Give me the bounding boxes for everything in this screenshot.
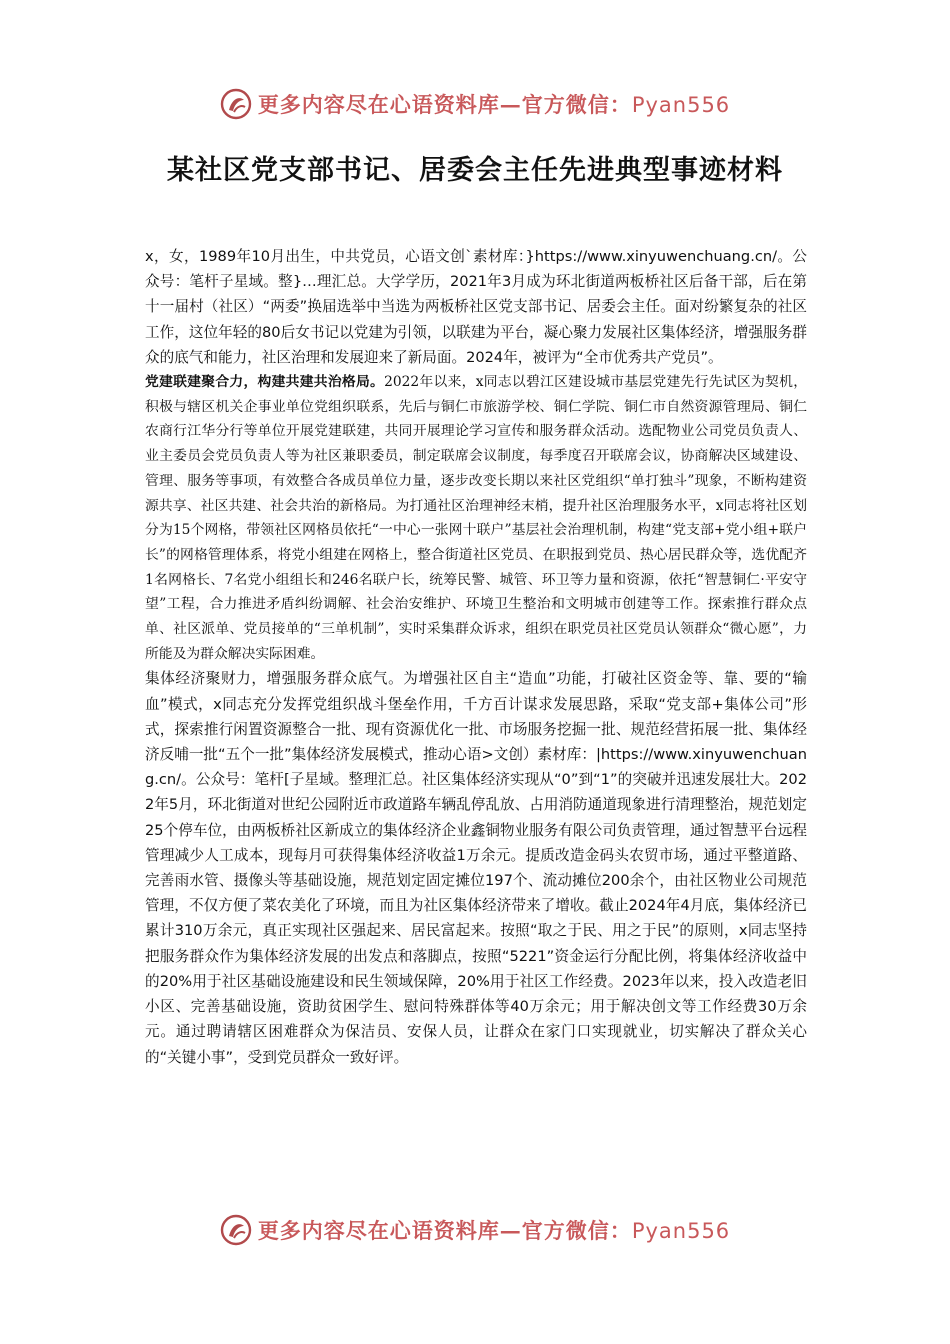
swirl-logo-icon — [220, 88, 252, 120]
banner-text — [258, 89, 730, 119]
banner-text — [258, 1215, 730, 1245]
intro-paragraph: x，女，1989年10月出生，中共党员，心语文创`素材库：}https://www.xinyuwenchuang.cn/。公众号：笔杆子星域。整}…理汇总。大学学历，2021年3月成为环北街道两板桥社区后备干部，后在第十一届村（社区）“两委”换届选举中当选为两板桥社区党支部书记、居委会主任。面对纷繁复杂的社区工作，这位年轻的80后女书记以党建为引领，以联建为平台，凝心聚力发展社区集体经济，增强服务群众的底气和能力，社区治理和发展迎来了新局面。2024年，被评为“全市优秀共产党员”。 — [145, 248, 807, 366]
document-title: 某社区党支部书记、居委会主任先进典型事迹材料 — [167, 155, 783, 186]
section-2-paragraph — [145, 666, 807, 1069]
footer-banner — [0, 1210, 950, 1250]
header-banner — [0, 84, 950, 124]
banner-slogan: 更多内容尽在心语资料库—官方微信： — [257, 1218, 632, 1243]
section-2-heading: 集体经济聚财力，增强服务群众底气。 — [145, 670, 404, 688]
banner-slogan: 更多内容尽在心语资料库—官方微信： — [257, 92, 632, 117]
section-1-heading: 党建联建聚合力，构建共建共治格局。 — [145, 374, 385, 391]
banner-wechat-id: Pyan556 — [631, 93, 731, 117]
section-2-body: 为增强社区自主“造血”功能，打破社区资金等、靠、要的“输血”模式，x同志充分发挥党组织战斗堡垒作用，千方百计谋求发展思路，采取“党支部+集体公司”形式，探索推行闲置资源整合一批、现有资源优化一批、市场服务挖掘一批、规范经营拓展一批、集体经济反哺一批“五个一批”集体经济发展模式，推动心语>文创）素材库：|https://www.xinyuwenchuang.cn/。公众号：笔杆[子星域。整理汇总。社区集体经济实现从“0”到“1”的突破并迅速发展壮大。2022年5月，环北街道对世纪公园附近市政道路车辆乱停乱放、占用消防通道现象进行清理整治，规范划定25个停车位，由两板桥社区新成立的集体经济企业鑫铜物业服务有限公司负责管理，通过智慧平台远程管理减少人工成本，现每月可获得集体经济收益1万余元。提质改造金码头农贸市场，通过平整道路、完善雨水管、摄像头等基础设施，规范划定固定摊位197个、流动摊位200余个，由社区物业公司规范管理，不仅方便了菜农美化了环境，而且为社区集体经济带来了增收。截止2024年4月底，集体经济已累计310万余元，真正实现社区强起来、居民富起来。按照“取之于民、用之于民”的原则，x同志坚持把服务群众作为集体经济发展的出发点和落脚点，按照“5221”资金运行分配比例，将集体经济收益中的20%用于社区基础设施建设和民生领域保障，20%用于社区工作经费。2023年以来，投入改造老旧小区、完善基础设施，资助贫困学生、慰问特殊群体等40万余元；用于解决创文等工作经费30万余元。通过聘请辖区困难群众为保洁员、安保人员，让群众在家门口实现就业，切实解决了群众关心的“关键小事”，受到党员群众一致好评。 — [145, 670, 807, 1066]
document-body — [145, 244, 807, 1070]
banner-wechat-id: Pyan556 — [631, 1219, 731, 1243]
swirl-logo-icon — [220, 1214, 252, 1246]
section-1-body: 2022年以来，x同志以碧江区建设城市基层党建先行先试区为契机，积极与辖区机关企事业单位党组织联系，先后与铜仁市旅游学校、铜仁学院、铜仁市自然资源管理局、铜仁农商行江华分行等单位开展党建联建，共同开展理论学习宣传和服务群众活动。选配物业公司党员负责人、业主委员会党员负责人等为社区兼职委员，制定联席会议制度，每季度召开联席会议，协商解决区域建设、管理、服务等事项，有效整合各成员单位力量，逐步改变长期以来社区党组织“单打独斗”现象，不断构建资源共享、社区共建、社会共治的新格局。为打通社区治理神经末梢，提升社区治理服务水平，x同志将社区划分为15个网格，带领社区网格员依托“一中心一张网十联户”基层社会治理机制，构建“党支部+党小组+联户长”的网格管理体系，将党小组建在网格上，整合街道社区党员、在职报到党员、热心居民群众等，选优配齐1名网格长、7名党小组组长和246名联户长，统筹民警、城管、环卫等力量和资源，依托“智慧铜仁·平安守望”工程，合力推进矛盾纠纷调解、社会治安维护、环境卫生整治和文明城市创建等工作。探索推行群众点单、社区派单、党员接单的“三单机制”，实时采集群众诉求，组织在职党员社区党员认领群众“微心愿”，力所能及为群众解决实际困难。 — [145, 374, 807, 662]
section-1-paragraph — [145, 370, 807, 666]
